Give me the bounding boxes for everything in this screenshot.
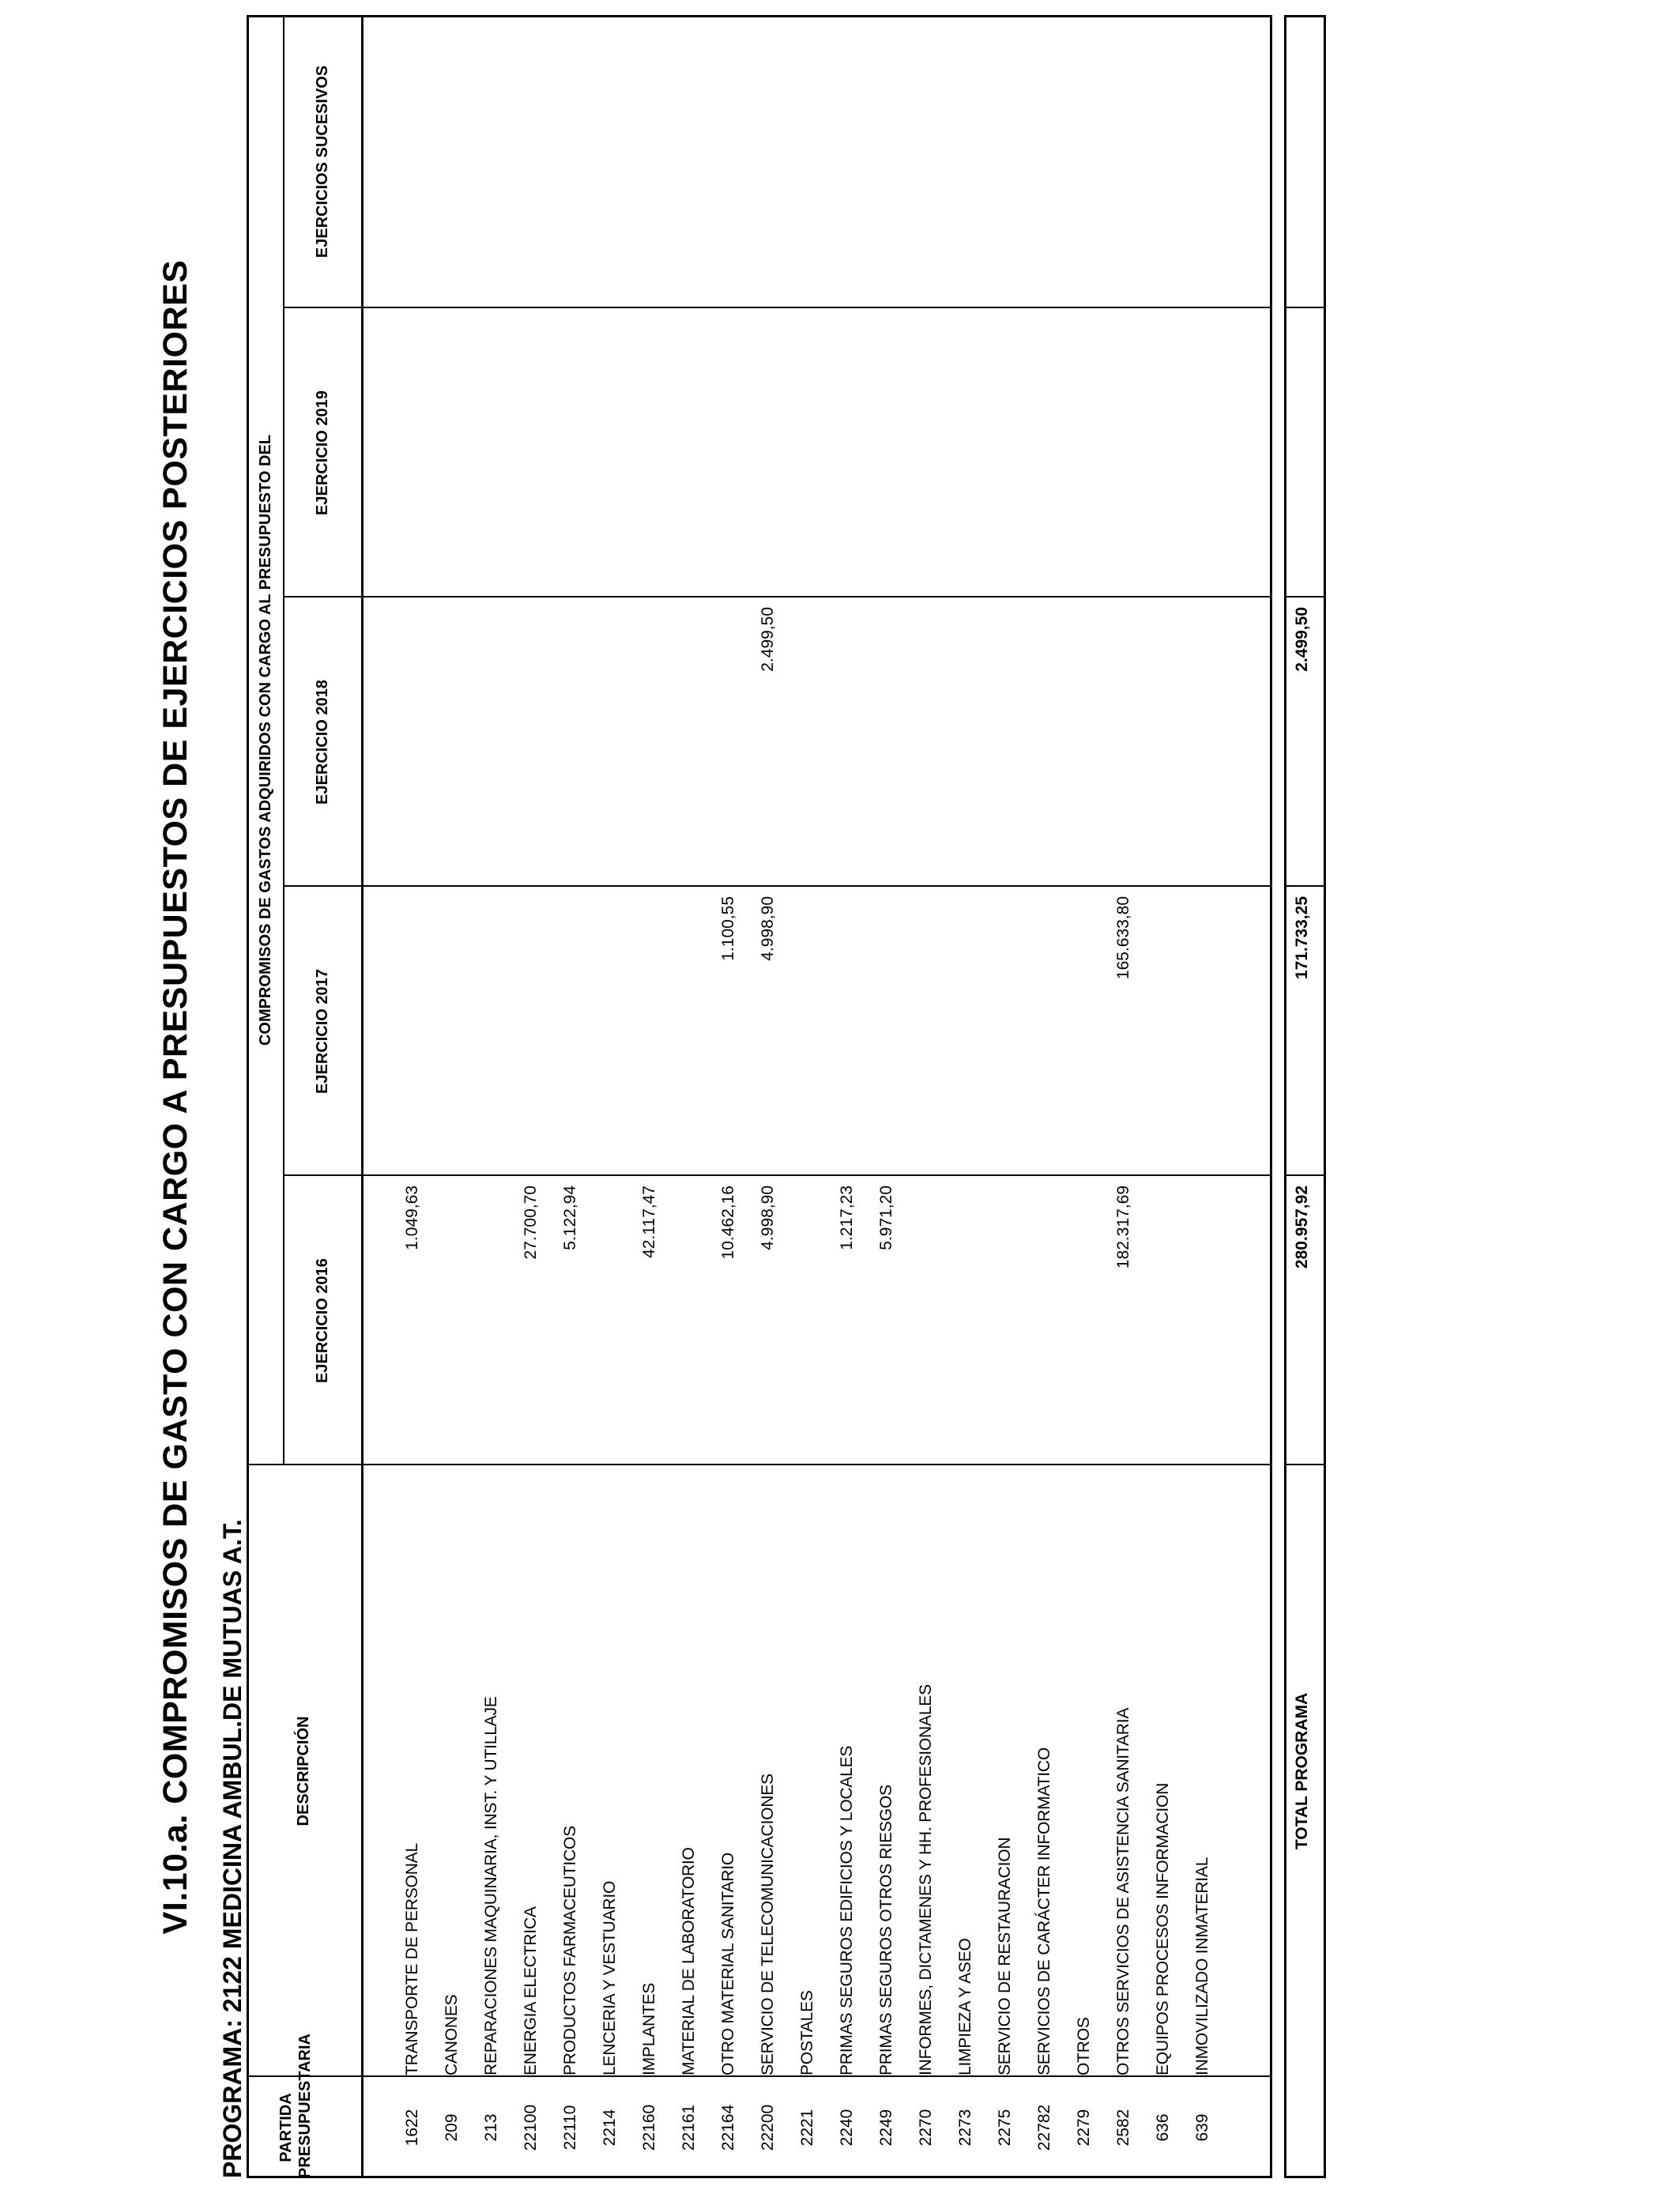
partida-code: 2249 — [877, 2109, 895, 2147]
descripcion-text: LENCERIA Y VESTUARIO — [601, 1880, 619, 2075]
programa-label: PROGRAMA: 2122 MEDICINA AMBUL.DE MUTUAS A.T. — [218, 1519, 247, 2178]
header-year-2019: EJERCICIO 2019 — [314, 390, 331, 515]
partida-code: 2214 — [601, 2109, 619, 2147]
header-descripcion: DESCRIPCIÓN — [295, 1716, 312, 1826]
descripcion-text: LIMPIEZA Y ASEO — [956, 1938, 974, 2075]
partida-code: 22164 — [719, 2104, 737, 2151]
partida-code: 22100 — [522, 2104, 540, 2151]
descripcion-text: POSTALES — [798, 1990, 816, 2075]
partida-code: 2270 — [917, 2109, 935, 2147]
table-row — [748, 0, 788, 2194]
table-row — [1064, 0, 1104, 2194]
header-group: COMPROMISOS DE GASTOS ADQUIRIDOS CON CARGO AL PRESUPUESTO DEL — [257, 434, 274, 1046]
descripcion-text: EQUIPOS PROCESOS INFORMACION — [1154, 1782, 1172, 2075]
table-row — [867, 0, 906, 2194]
amount-2016: 5.971,20 — [877, 1186, 895, 1250]
descripcion-text: OTROS SERVICIOS DE ASISTENCIA SANITARIA — [1114, 1707, 1132, 2075]
partida-code: 213 — [482, 2113, 500, 2142]
table-row — [709, 0, 748, 2194]
amount-2016: 1.049,63 — [403, 1186, 421, 1250]
partida-code: 22782 — [1035, 2104, 1053, 2151]
amount-2016: 5.122,94 — [561, 1186, 579, 1250]
partida-code: 22200 — [759, 2104, 777, 2151]
descripcion-text: ENERGIA ELECTRICA — [522, 1906, 540, 2075]
table-row — [946, 0, 985, 2194]
amount-2017: 165.633,80 — [1114, 896, 1132, 980]
partida-code: 209 — [443, 2113, 461, 2142]
table-row — [472, 0, 511, 2194]
partida-code: 1622 — [403, 2109, 421, 2147]
amount-2016: 10.462,16 — [719, 1186, 737, 1260]
table-row — [393, 0, 432, 2194]
table-row — [590, 0, 630, 2194]
amount-2018: 2.499,50 — [759, 607, 777, 672]
header-partida-label: PARTIDA PRESUPUESTARIA — [277, 2034, 314, 2178]
header-year-sucesivos: EJERCICIOS SUCESIVOS — [314, 65, 331, 258]
total-2018: 2.499,50 — [1293, 607, 1311, 672]
descripcion-text: OTRO MATERIAL SANITARIO — [719, 1852, 737, 2075]
table-row — [827, 0, 867, 2194]
table-row — [432, 0, 472, 2194]
descripcion-text: IMPLANTES — [640, 1982, 658, 2075]
amount-2017: 1.100,55 — [719, 896, 737, 961]
table-row — [985, 0, 1025, 2194]
total-2016: 280.957,92 — [1293, 1186, 1311, 1269]
table-row — [1183, 0, 1222, 2194]
amount-2016: 1.217,23 — [838, 1186, 856, 1250]
partida-code: 22110 — [561, 2105, 579, 2151]
partida-code: 639 — [1193, 2113, 1211, 2142]
partida-code: 22160 — [640, 2104, 658, 2151]
partida-code: 2275 — [996, 2109, 1014, 2147]
amount-2016: 42.117,47 — [640, 1186, 658, 1258]
partida-code: 2279 — [1075, 2109, 1093, 2147]
total-2017: 171.733,25 — [1293, 896, 1311, 980]
table-row — [669, 0, 709, 2194]
partida-code: 636 — [1154, 2113, 1172, 2142]
amount-2016: 182.317,69 — [1114, 1186, 1132, 1269]
header-year-2016: EJERCICIO 2016 — [314, 1258, 331, 1383]
total-label: TOTAL PROGRAMA — [1293, 1692, 1311, 1850]
descripcion-text: TRANSPORTE DE PERSONAL — [403, 1843, 421, 2075]
table-row — [906, 0, 946, 2194]
partida-code: 2240 — [838, 2109, 856, 2147]
descripcion-text: REPARACIONES MAQUINARIA, INST. Y UTILLAJE — [482, 1696, 500, 2075]
descripcion-text: PRIMAS SEGUROS EDIFICIOS Y LOCALES — [838, 1745, 856, 2075]
descripcion-text: PRODUCTOS FARMACEUTICOS — [561, 1826, 579, 2075]
table-row — [1143, 0, 1183, 2194]
descripcion-text: INFORMES, DICTAMENES Y HH. PROFESIONALES — [917, 1684, 935, 2075]
descripcion-text: OTROS — [1075, 2017, 1093, 2075]
table-row — [1104, 0, 1143, 2194]
descripcion-text: PRIMAS SEGUROS OTROS RIESGOS — [877, 1785, 895, 2075]
partida-code: 2273 — [956, 2109, 974, 2147]
descripcion-text: CANONES — [443, 1994, 461, 2075]
table-row — [511, 0, 551, 2194]
descripcion-text: SERVICIO DE RESTAURACION — [996, 1837, 1014, 2075]
header-year-2018: EJERCICIO 2018 — [314, 680, 331, 805]
header-year-2017: EJERCICIO 2017 — [314, 969, 331, 1094]
table-row — [630, 0, 669, 2194]
table-row — [788, 0, 827, 2194]
descripcion-text: SERVICIO DE TELECOMUNICACIONES — [759, 1774, 777, 2075]
amount-2017: 4.998,90 — [759, 896, 777, 961]
partida-code: 2582 — [1114, 2109, 1132, 2147]
page-title: VI.10.a. COMPROMISOS DE GASTO CON CARGO A PRESUPUESTOS DE EJERCICIOS POSTERIORES — [156, 259, 194, 1935]
amount-2016: 27.700,70 — [522, 1186, 540, 1260]
descripcion-text: INMOVILIZADO INMATERIAL — [1193, 1857, 1211, 2075]
descripcion-text: MATERIAL DE LABORATORIO — [680, 1847, 698, 2075]
table-row — [1025, 0, 1064, 2194]
amount-2016: 4.998,90 — [759, 1186, 777, 1250]
descripcion-text: SERVICIOS DE CARÁCTER INFORMATICO — [1035, 1747, 1053, 2075]
partida-code: 2221 — [798, 2109, 816, 2147]
table-row — [551, 0, 590, 2194]
header-partida — [277, 2034, 315, 2178]
partida-code: 22161 — [680, 2104, 698, 2151]
